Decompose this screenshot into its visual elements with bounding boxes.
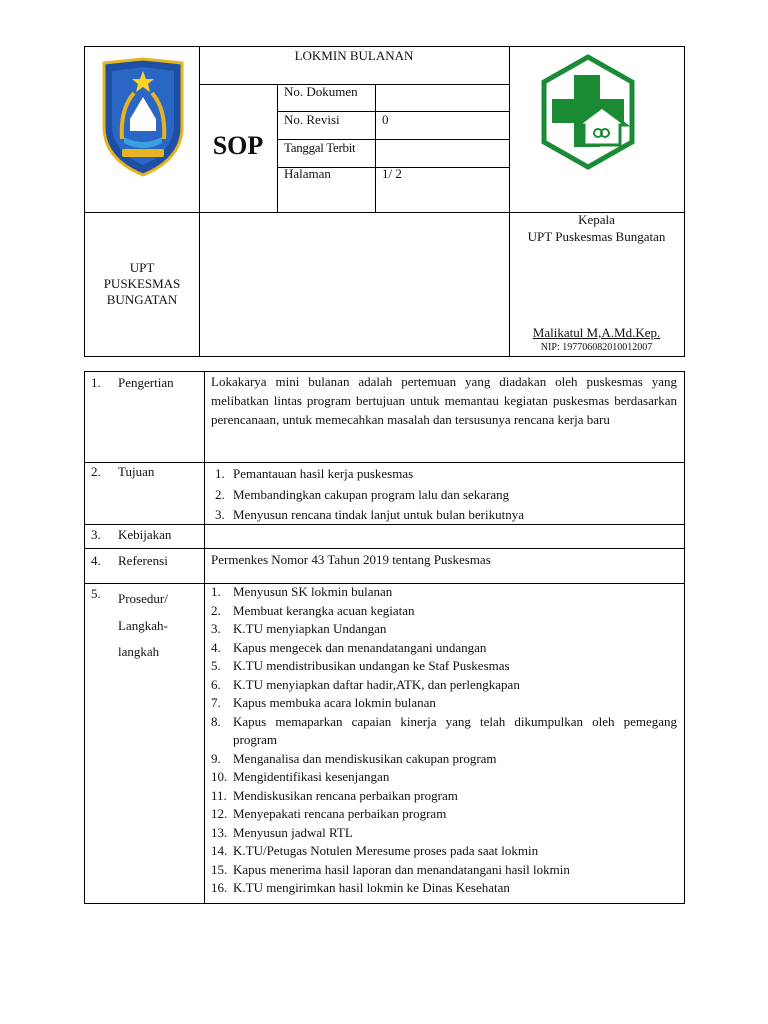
meta-label-revisi: No. Revisi (284, 112, 340, 127)
list-item (211, 620, 677, 639)
step-text: K.TU menyiapkan daftar hadir,ATK, dan perlengkapan (233, 676, 520, 692)
list-item (215, 505, 677, 526)
row-4-number: 4. (91, 553, 101, 568)
step-number: 13. (211, 824, 228, 840)
item-text: Membandingkan cakupan program lalu dan sekarang (233, 486, 510, 502)
signer-name: Malikatul M,A.Md.Kep. (532, 325, 661, 340)
step-text: Kapus memaparkan capaian kinerja yang telah dikumpulkan oleh pemegang program (233, 713, 677, 747)
step-number: 4. (211, 639, 221, 655)
step-text: Menyusun jadwal RTL (233, 824, 353, 840)
list-item (211, 602, 677, 621)
list-item (211, 768, 677, 787)
row-5-number: 5. (91, 586, 101, 601)
pengertian-text: Lokakarya mini bulanan adalah pertemuan yang diadakan oleh puskesmas yang melibatkan lintas program bertujuan untuk memantau kegiatan puskesmas berdasarkan perencanaan, untuk memecahkan masalah dan tersusunya rencana kerja baru (211, 374, 677, 428)
step-text: Kapus membuka acara lokmin bulanan (233, 695, 436, 710)
row-3-label: Kebijakan (118, 527, 172, 542)
list-item (211, 750, 677, 769)
row-5-label-line-2: Langkah- (118, 617, 168, 633)
meta-label-tanggal: Tanggal Terbit (284, 140, 356, 155)
institution-line-1: UPT (129, 260, 155, 275)
step-text: Membuat kerangka acuan kegiatan (233, 602, 415, 618)
item-text: Pemantauan hasil kerja puskesmas (233, 466, 414, 481)
meta-value-revisi: 0 (382, 112, 389, 127)
step-text: Menyepakati rencana perbaikan program (233, 806, 447, 821)
step-number: 5. (211, 658, 221, 673)
step-number: 14. (211, 843, 228, 858)
step-text: Kapus menerima hasil laporan dan menandatangani hasil lokmin (233, 861, 570, 877)
step-text: Mengidentifikasi kesenjangan (233, 769, 390, 784)
regency-emblem-icon (100, 57, 186, 177)
step-text: Mendiskusikan rencana perbaikan program (233, 787, 458, 803)
item-number: 2. (215, 486, 225, 502)
list-item (211, 676, 677, 695)
step-text: Menganalisa dan mendiskusikan cakupan program (233, 750, 497, 766)
item-number: 1. (215, 466, 225, 481)
row-2-label: Tujuan (118, 464, 155, 479)
list-item (211, 787, 677, 806)
list-item (211, 824, 677, 843)
list-item (211, 861, 677, 880)
step-number: 9. (211, 750, 221, 766)
referensi-text: Permenkes Nomor 43 Tahun 2019 tentang Puskesmas (211, 552, 491, 567)
sop-header-table (84, 46, 685, 357)
meta-label-halaman: Halaman (284, 166, 331, 181)
step-number: 10. (211, 769, 228, 784)
row-4-label: Referensi (118, 553, 168, 568)
puskesmas-logo-icon (540, 53, 636, 171)
list-item (215, 464, 677, 485)
step-text: Menyusun SK lokmin bulanan (233, 584, 393, 599)
signer-role: Kepala (578, 212, 615, 227)
signer-nip: NIP: 197706082010012007 (540, 342, 653, 353)
signer-unit: UPT Puskesmas Bungatan (527, 229, 666, 244)
list-item (215, 485, 677, 506)
row-5-label-line-1: Prosedur/ (118, 591, 168, 606)
step-number: 16. (211, 880, 228, 895)
row-3-number: 3. (91, 527, 101, 542)
list-item (211, 879, 677, 898)
row-1-number: 1. (91, 375, 101, 390)
step-text: K.TU mengirimkan hasil lokmin ke Dinas Kesehatan (233, 880, 510, 895)
meta-label-dokumen: No. Dokumen (284, 84, 358, 99)
row-5-label-line-3: langkah (118, 644, 160, 659)
list-item (211, 842, 677, 861)
item-text: Menyusun rencana tindak lanjut untuk bulan berikutnya (233, 507, 524, 522)
row-2-number: 2. (91, 464, 101, 479)
list-item (211, 694, 677, 713)
list-item (211, 657, 677, 676)
step-number: 6. (211, 676, 221, 692)
step-number: 3. (211, 621, 221, 636)
step-number: 7. (211, 695, 221, 710)
list-item (211, 583, 677, 602)
step-number: 8. (211, 713, 221, 729)
step-number: 1. (211, 584, 221, 599)
list-item (211, 805, 677, 824)
sop-title: LOKMIN BULANAN (294, 48, 414, 63)
institution-line-3: BUNGATAN (106, 292, 178, 307)
institution-line-2: PUSKESMAS (103, 276, 181, 291)
item-number: 3. (215, 507, 225, 522)
step-text: K.TU mendistribusikan undangan ke Staf Puskesmas (233, 658, 510, 673)
step-text: K.TU menyiapkan Undangan (233, 621, 387, 636)
step-number: 12. (211, 806, 228, 821)
sop-label: SOP (212, 131, 264, 160)
list-item (211, 713, 677, 750)
step-text: Kapus mengecek dan menandatangani undangan (233, 639, 487, 655)
institution-name (85, 260, 199, 308)
step-number: 2. (211, 602, 221, 618)
step-text: K.TU/Petugas Notulen Meresume proses pada saat lokmin (233, 843, 539, 858)
step-number: 11. (211, 787, 227, 803)
list-item (211, 639, 677, 658)
step-number: 15. (211, 861, 228, 877)
row-1-label: Pengertian (118, 375, 174, 390)
sop-content-table (84, 371, 685, 904)
row-5-label (118, 586, 168, 666)
meta-value-halaman: 1/ 2 (382, 166, 402, 181)
